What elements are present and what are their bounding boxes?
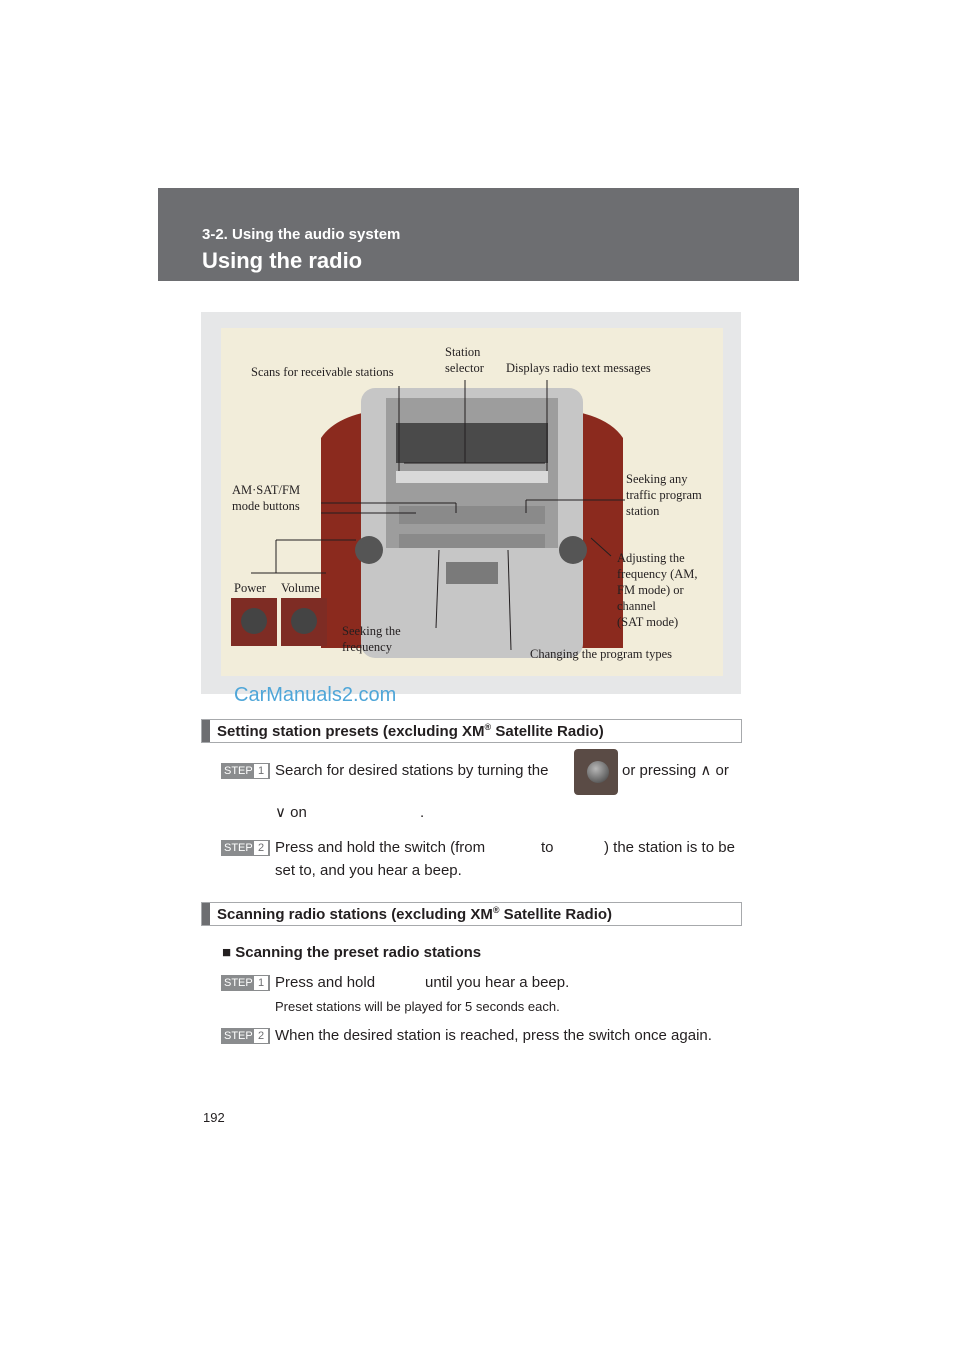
callout-amsatfm-1: AM·SAT/FM [232,483,301,497]
section-label: 3-2. Using the audio system [202,226,401,243]
step-note: Preset stations will be played for 5 seconds each. [275,999,560,1014]
section-heading-presets [201,719,742,743]
callout-station-selector-1: Station [445,345,481,359]
step-text: ) the station is to be [604,839,735,856]
callout-adjusting-5: (SAT mode) [617,615,679,629]
step-text: When the desired station is reached, press the switch once again. [275,1027,712,1044]
callout-seeking-freq-2: frequency [342,640,392,654]
callout-amsatfm-2: mode buttons [232,499,300,513]
step-text: Press and hold the switch (from [275,839,486,856]
callout-adjusting-1: Adjusting the [617,551,685,565]
step-badge: STEP 1 [221,975,270,991]
section-title: Setting station presets (excluding XM® Satellite Radio) [217,722,604,740]
section-title: Scanning radio stations (excluding XM® Satellite Radio) [217,905,613,923]
power-volume-knob [355,536,383,564]
step-badge: STEP 2 [221,840,270,856]
callout-station-selector-2: selector [445,361,484,375]
step-badge: STEP 2 [221,1028,270,1044]
callout-power: Power [234,581,266,595]
step-text: Press and hold [275,974,376,991]
watermark: CarManuals2.com [234,684,397,706]
step-text: to [541,839,554,856]
preset-button-row [396,471,548,483]
callout-seeking-freq-1: Seeking the [342,624,401,638]
section-heading-scanning [201,902,742,926]
step-text: or pressing ∧ or [622,762,729,779]
chapter-header [158,188,799,281]
callout-seeking-traffic-1: Seeking any [626,472,688,486]
step-text: . [420,804,425,821]
display-screen [396,423,548,463]
callout-scans: Scans for receivable stations [251,365,394,379]
callout-adjusting-4: channel [617,599,656,613]
mode-button-row [399,506,545,524]
callout-seeking-traffic-3: station [626,504,660,518]
callout-volume: Volume [281,581,320,595]
heading-bar [202,720,210,742]
callout-adjusting-3: FM mode) or [617,583,684,597]
step-text: set to, and you hear a beep. [275,862,462,879]
step-badge: STEP 1 [221,763,270,779]
tune-knob [559,536,587,564]
callout-changing-types: Changing the program types [530,647,672,661]
subheading: ■ Scanning the preset radio stations [222,944,482,961]
center-logo [446,562,498,584]
page-title: Using the radio [202,248,363,273]
step-text: ∨ on [275,804,307,821]
callout-adjusting-2: frequency (AM, [617,567,698,581]
step-text: Search for desired stations by turning the [275,762,549,779]
callout-displays-text: Displays radio text messages [506,361,651,375]
callout-seeking-traffic-2: traffic program [626,488,702,502]
tune-knob-icon [574,749,618,795]
step-text: until you hear a beep. [425,974,570,991]
page-number: 192 [203,1110,225,1125]
seek-button-row [399,534,545,548]
heading-bar [202,903,210,925]
